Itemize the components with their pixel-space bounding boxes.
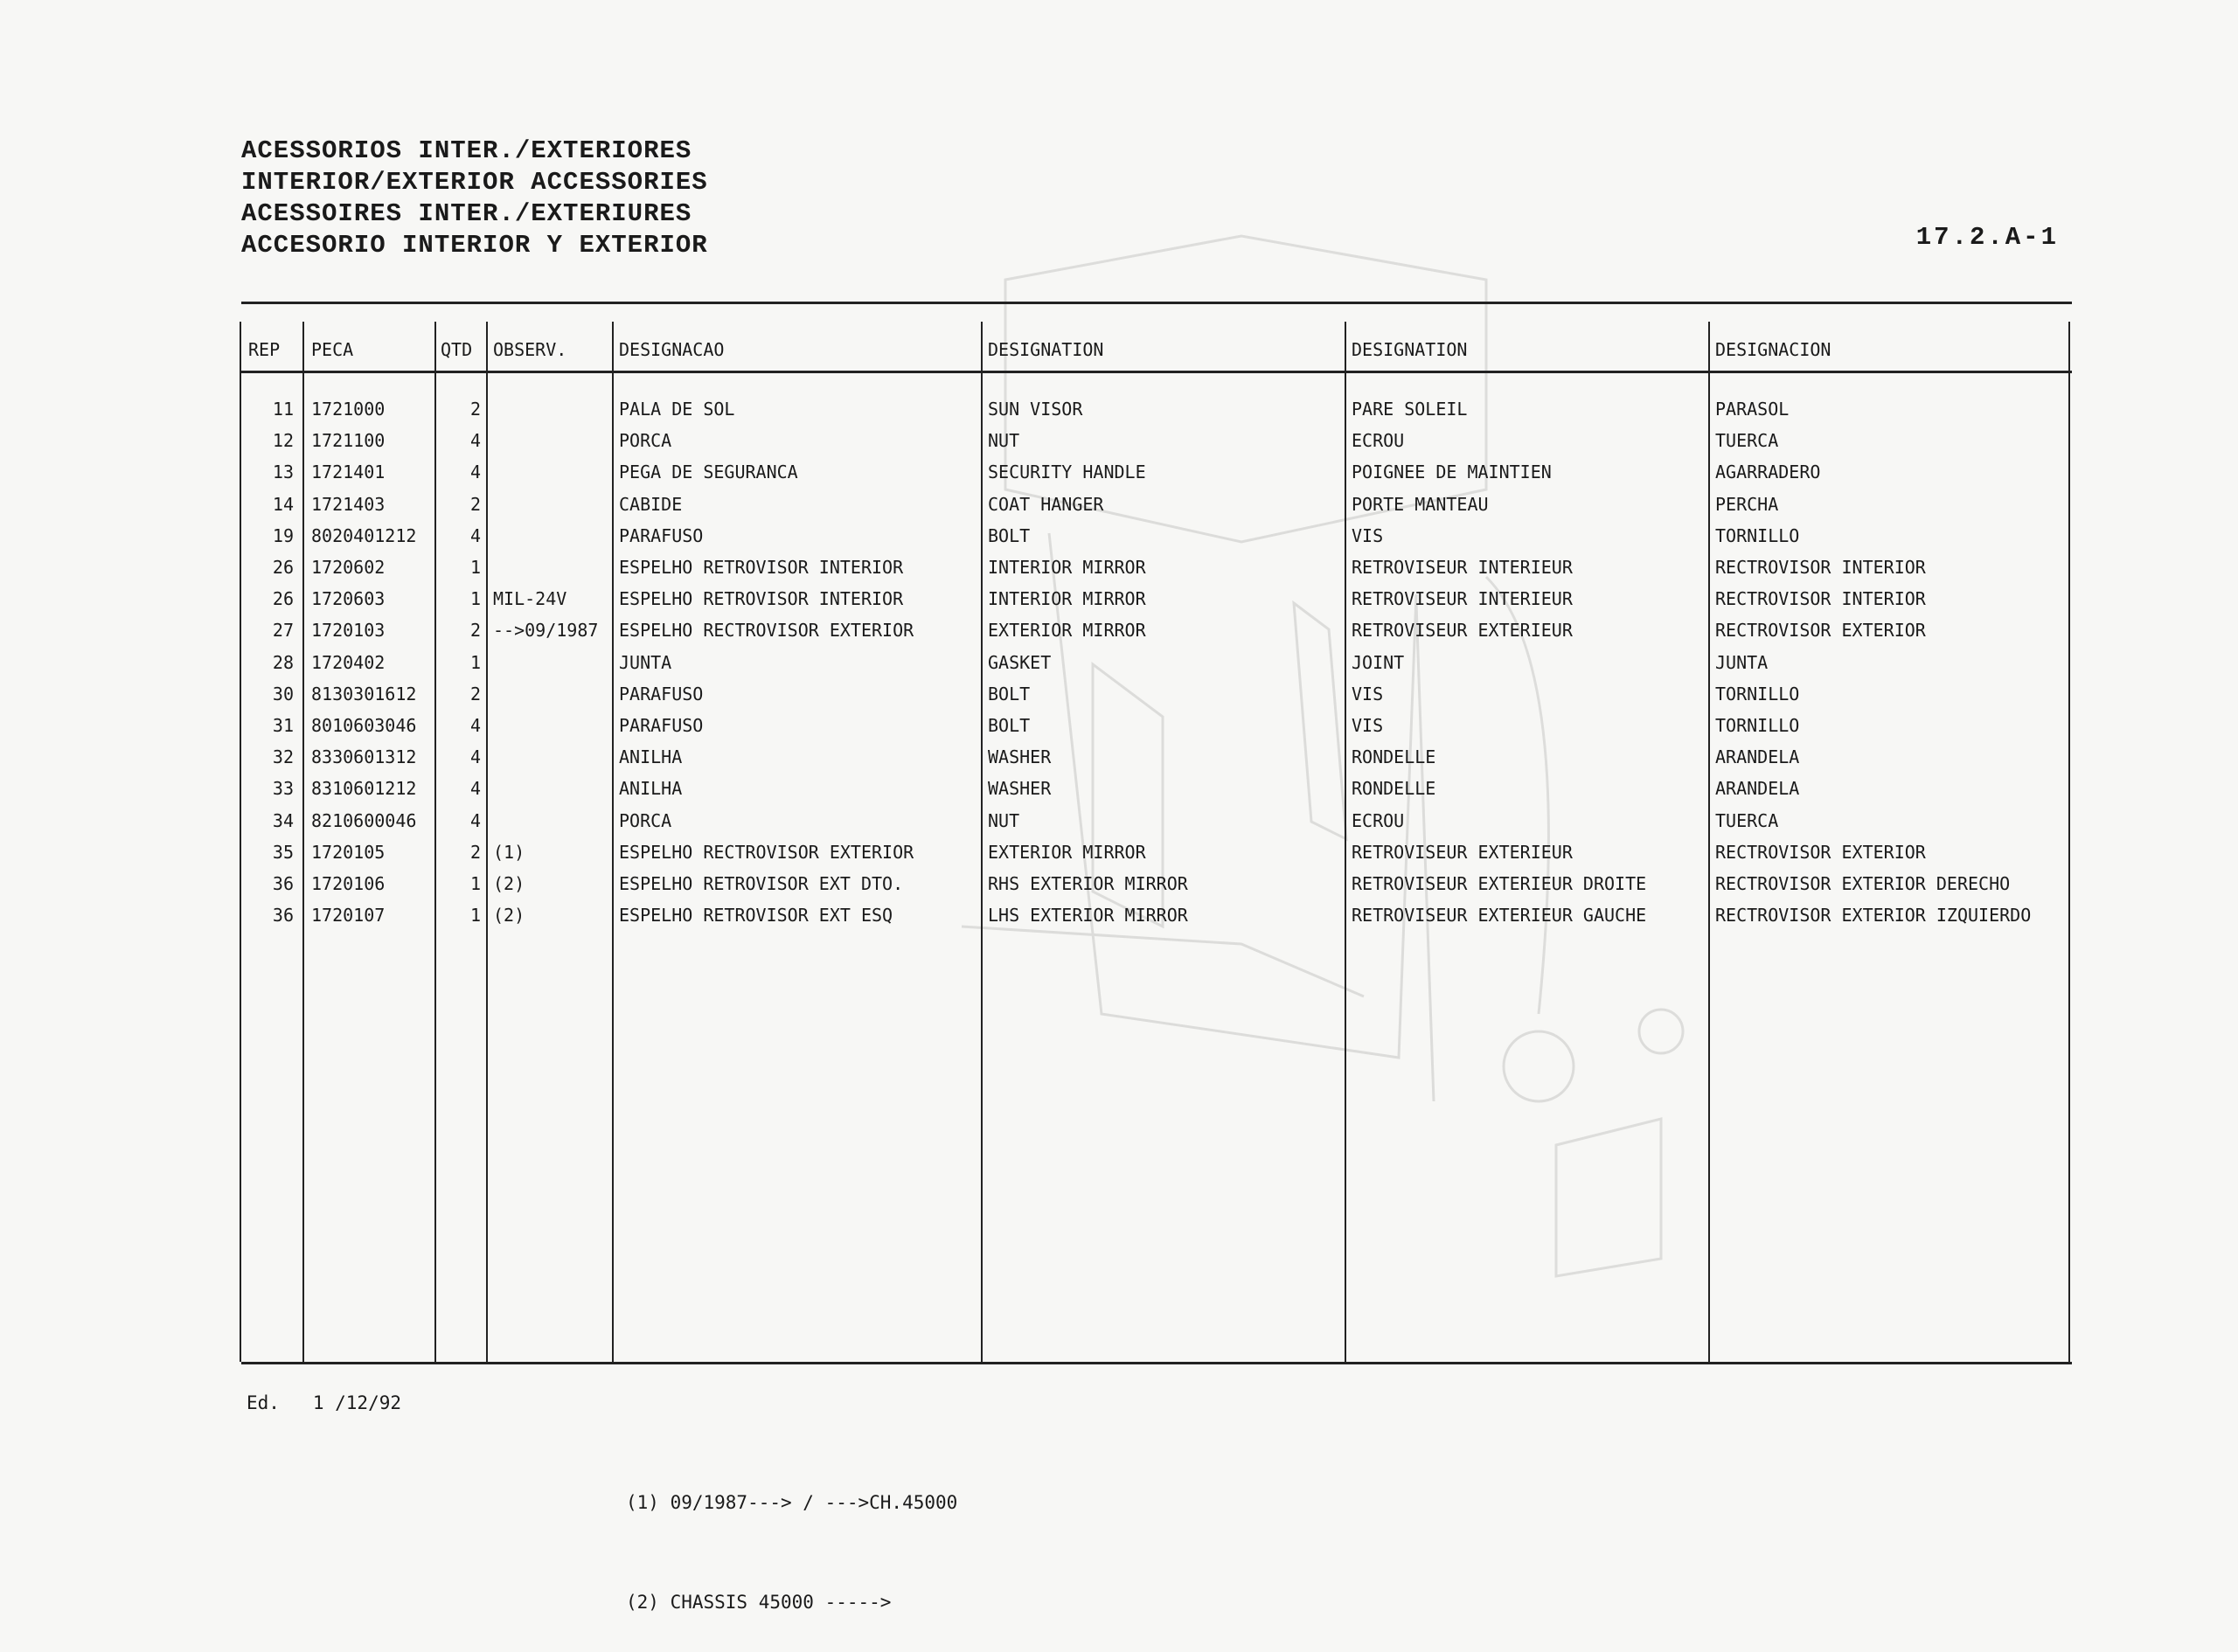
- cell-designation-fr: RONDELLE: [1352, 778, 1436, 800]
- cell-designacao: ESPELHO RETROVISOR EXT DTO.: [619, 873, 904, 894]
- cell-designacion: AGARRADERO: [1715, 462, 1821, 483]
- cell-rep: 27: [272, 620, 294, 642]
- cell-designacion: PARASOL: [1715, 399, 1790, 420]
- cell-designation-en: BOLT: [988, 715, 1031, 736]
- cell-designacao: PARAFUSO: [619, 715, 704, 736]
- cell-designation-fr: ECROU: [1352, 430, 1405, 452]
- cell-peca: 8010603046: [311, 715, 417, 736]
- cell-peca: 1720603: [311, 588, 386, 610]
- cell-designacao: PARAFUSO: [619, 524, 704, 546]
- cell-designation-fr: PARE SOLEIL: [1352, 399, 1468, 420]
- title-pt: ACESSORIOS INTER./EXTERIORES: [241, 136, 692, 165]
- cell-designacion: RECTROVISOR EXTERIOR DERECHO: [1715, 873, 2011, 894]
- cell-designacion: RECTROVISOR INTERIOR: [1715, 588, 1926, 610]
- cell-rep: 19: [272, 524, 294, 546]
- cell-peca: 1721401: [311, 462, 386, 483]
- cell-designation-en: EXTERIOR MIRROR: [988, 620, 1146, 642]
- cell-designation-en: SUN VISOR: [988, 399, 1083, 420]
- cell-qtd: 2: [469, 683, 481, 705]
- edition-date: Ed. 1 /12/92: [247, 1392, 402, 1413]
- cell-designation-fr: RONDELLE: [1352, 746, 1436, 768]
- cell-designacao: JUNTA: [619, 651, 672, 673]
- cell-designation-fr: RETROVISEUR EXTERIEUR GAUCHE: [1352, 905, 1647, 927]
- cell-designacao: PORCA: [619, 809, 672, 831]
- cell-designation-en: BOLT: [988, 683, 1031, 705]
- column-divider: [1708, 322, 1710, 1362]
- cell-designacao: ESPELHO RETROVISOR EXT ESQ: [619, 905, 893, 927]
- catalog-titles: [241, 135, 708, 261]
- cell-designation-fr: RETROVISEUR INTERIEUR: [1352, 588, 1573, 610]
- title-fr: ACESSOIRES INTER./EXTERIURES: [241, 199, 692, 228]
- cell-designation-en: NUT: [988, 809, 1020, 831]
- cell-designacion: TORNILLO: [1715, 683, 1800, 705]
- cell-designation-fr: VIS: [1352, 524, 1384, 546]
- cell-designacion: TUERCA: [1715, 430, 1779, 452]
- cell-designacao: PARAFUSO: [619, 683, 704, 705]
- cell-observ: -->09/1987: [493, 620, 599, 642]
- cell-designation-en: BOLT: [988, 524, 1031, 546]
- cell-rep: 34: [272, 809, 294, 831]
- header-designacao: DESIGNACAO: [619, 339, 725, 360]
- cell-observ: MIL-24V: [493, 588, 567, 610]
- header-peca: PECA: [311, 339, 354, 360]
- cell-designation-fr: VIS: [1352, 715, 1384, 736]
- page-reference: 17.2.A-1: [1915, 223, 2059, 252]
- cell-designation-en: COAT HANGER: [988, 493, 1104, 515]
- cell-qtd: 4: [469, 430, 481, 452]
- cell-qtd: 1: [469, 588, 481, 610]
- cell-qtd: 1: [469, 557, 481, 578]
- footnote-1: (1) 09/1987---> / --->CH.45000: [626, 1492, 958, 1513]
- footnotes: [626, 1419, 957, 1652]
- cell-designation-en: SECURITY HANDLE: [988, 462, 1146, 483]
- cell-qtd: 2: [469, 620, 481, 642]
- cell-designation-fr: JOINT: [1352, 651, 1405, 673]
- cell-designacao: PEGA DE SEGURANCA: [619, 462, 798, 483]
- title-es: ACCESORIO INTERIOR Y EXTERIOR: [241, 231, 708, 260]
- cell-peca: 1720402: [311, 651, 386, 673]
- cell-designacion: RECTROVISOR EXTERIOR: [1715, 841, 1926, 863]
- cell-designacion: TORNILLO: [1715, 524, 1800, 546]
- cell-rep: 35: [272, 841, 294, 863]
- cell-qtd: 4: [469, 778, 481, 800]
- cell-rep: 31: [272, 715, 294, 736]
- cell-designacao: CABIDE: [619, 493, 683, 515]
- column-divider: [240, 322, 241, 1362]
- cell-designation-en: INTERIOR MIRROR: [988, 557, 1146, 578]
- cell-qtd: 4: [469, 715, 481, 736]
- cell-designation-en: NUT: [988, 430, 1020, 452]
- header-divider: [241, 371, 2072, 373]
- cell-rep: 13: [272, 462, 294, 483]
- cell-qtd: 1: [469, 651, 481, 673]
- cell-designation-fr: RETROVISEUR EXTERIEUR: [1352, 841, 1573, 863]
- title-en: INTERIOR/EXTERIOR ACCESSORIES: [241, 168, 708, 197]
- cell-peca: 1720103: [311, 620, 386, 642]
- cell-designacao: PORCA: [619, 430, 672, 452]
- cell-designation-fr: PORTE MANTEAU: [1352, 493, 1489, 515]
- column-divider: [486, 322, 488, 1362]
- cell-qtd: 2: [469, 493, 481, 515]
- cell-designation-fr: POIGNEE DE MAINTIEN: [1352, 462, 1552, 483]
- cell-peca: 8310601212: [311, 778, 417, 800]
- cell-observ: (1): [493, 841, 525, 863]
- cell-designation-en: EXTERIOR MIRROR: [988, 841, 1146, 863]
- cell-rep: 11: [272, 399, 294, 420]
- cell-designation-fr: RETROVISEUR INTERIEUR: [1352, 557, 1573, 578]
- cell-designation-fr: ECROU: [1352, 809, 1405, 831]
- cell-designation-en: GASKET: [988, 651, 1052, 673]
- cell-designacion: RECTROVISOR EXTERIOR IZQUIERDO: [1715, 905, 2032, 927]
- cell-designation-fr: RETROVISEUR EXTERIEUR: [1352, 620, 1573, 642]
- cell-designacion: ARANDELA: [1715, 778, 1800, 800]
- cell-peca: 1720105: [311, 841, 386, 863]
- column-divider: [981, 322, 983, 1362]
- cell-rep: 26: [272, 557, 294, 578]
- column-divider: [2068, 322, 2070, 1362]
- cell-designation-fr: VIS: [1352, 683, 1384, 705]
- cell-designacion: ARANDELA: [1715, 746, 1800, 768]
- cell-rep: 36: [272, 905, 294, 927]
- cell-peca: 1721100: [311, 430, 386, 452]
- header-rep: REP: [248, 339, 281, 360]
- cell-peca: 1720602: [311, 557, 386, 578]
- header-observ: OBSERV.: [493, 339, 567, 360]
- cell-designacao: ANILHA: [619, 746, 683, 768]
- cell-qtd: 1: [469, 873, 481, 894]
- cell-designation-en: RHS EXTERIOR MIRROR: [988, 873, 1188, 894]
- cell-qtd: 4: [469, 809, 481, 831]
- cell-qtd: 1: [469, 905, 481, 927]
- cell-rep: 28: [272, 651, 294, 673]
- cell-peca: 1721403: [311, 493, 386, 515]
- cell-peca: 1720107: [311, 905, 386, 927]
- column-divider: [302, 322, 304, 1362]
- cell-designacao: ANILHA: [619, 778, 683, 800]
- header-designation-fr: DESIGNATION: [1352, 339, 1468, 360]
- header-qtd: QTD: [441, 339, 473, 360]
- cell-rep: 36: [272, 873, 294, 894]
- column-divider: [434, 322, 436, 1362]
- header-designation-en: DESIGNATION: [988, 339, 1104, 360]
- cell-designacion: JUNTA: [1715, 651, 1769, 673]
- cell-designacao: ESPELHO RECTROVISOR EXTERIOR: [619, 841, 914, 863]
- cell-rep: 30: [272, 683, 294, 705]
- cell-rep: 14: [272, 493, 294, 515]
- cell-peca: 1720106: [311, 873, 386, 894]
- cell-designacao: ESPELHO RETROVISOR INTERIOR: [619, 557, 904, 578]
- cell-rep: 26: [272, 588, 294, 610]
- cell-observ: (2): [493, 905, 525, 927]
- cell-designation-en: WASHER: [988, 778, 1052, 800]
- column-divider: [612, 322, 614, 1362]
- footnote-2: (2) CHASSIS 45000 ----->: [626, 1592, 892, 1613]
- cell-designacao: ESPELHO RECTROVISOR EXTERIOR: [619, 620, 914, 642]
- cell-qtd: 4: [469, 524, 481, 546]
- cell-qtd: 4: [469, 746, 481, 768]
- cell-designation-en: INTERIOR MIRROR: [988, 588, 1146, 610]
- cell-qtd: 2: [469, 399, 481, 420]
- parts-table: [241, 302, 2072, 1364]
- cell-designacion: PERCHA: [1715, 493, 1779, 515]
- cell-rep: 12: [272, 430, 294, 452]
- cell-observ: (2): [493, 873, 525, 894]
- cell-designation-en: WASHER: [988, 746, 1052, 768]
- cell-designacion: TORNILLO: [1715, 715, 1800, 736]
- cell-designation-fr: RETROVISEUR EXTERIEUR DROITE: [1352, 873, 1647, 894]
- cell-peca: 8210600046: [311, 809, 417, 831]
- cell-designacion: TUERCA: [1715, 809, 1779, 831]
- header-designacion: DESIGNACION: [1715, 339, 1831, 360]
- cell-designation-en: LHS EXTERIOR MIRROR: [988, 905, 1188, 927]
- column-divider: [1345, 322, 1346, 1362]
- cell-rep: 33: [272, 778, 294, 800]
- cell-peca: 8330601312: [311, 746, 417, 768]
- cell-designacion: RECTROVISOR EXTERIOR: [1715, 620, 1926, 642]
- cell-designacion: RECTROVISOR INTERIOR: [1715, 557, 1926, 578]
- cell-designacao: PALA DE SOL: [619, 399, 735, 420]
- cell-designacao: ESPELHO RETROVISOR INTERIOR: [619, 588, 904, 610]
- cell-qtd: 2: [469, 841, 481, 863]
- cell-peca: 1721000: [311, 399, 386, 420]
- cell-peca: 8130301612: [311, 683, 417, 705]
- cell-qtd: 4: [469, 462, 481, 483]
- cell-rep: 32: [272, 746, 294, 768]
- cell-peca: 8020401212: [311, 524, 417, 546]
